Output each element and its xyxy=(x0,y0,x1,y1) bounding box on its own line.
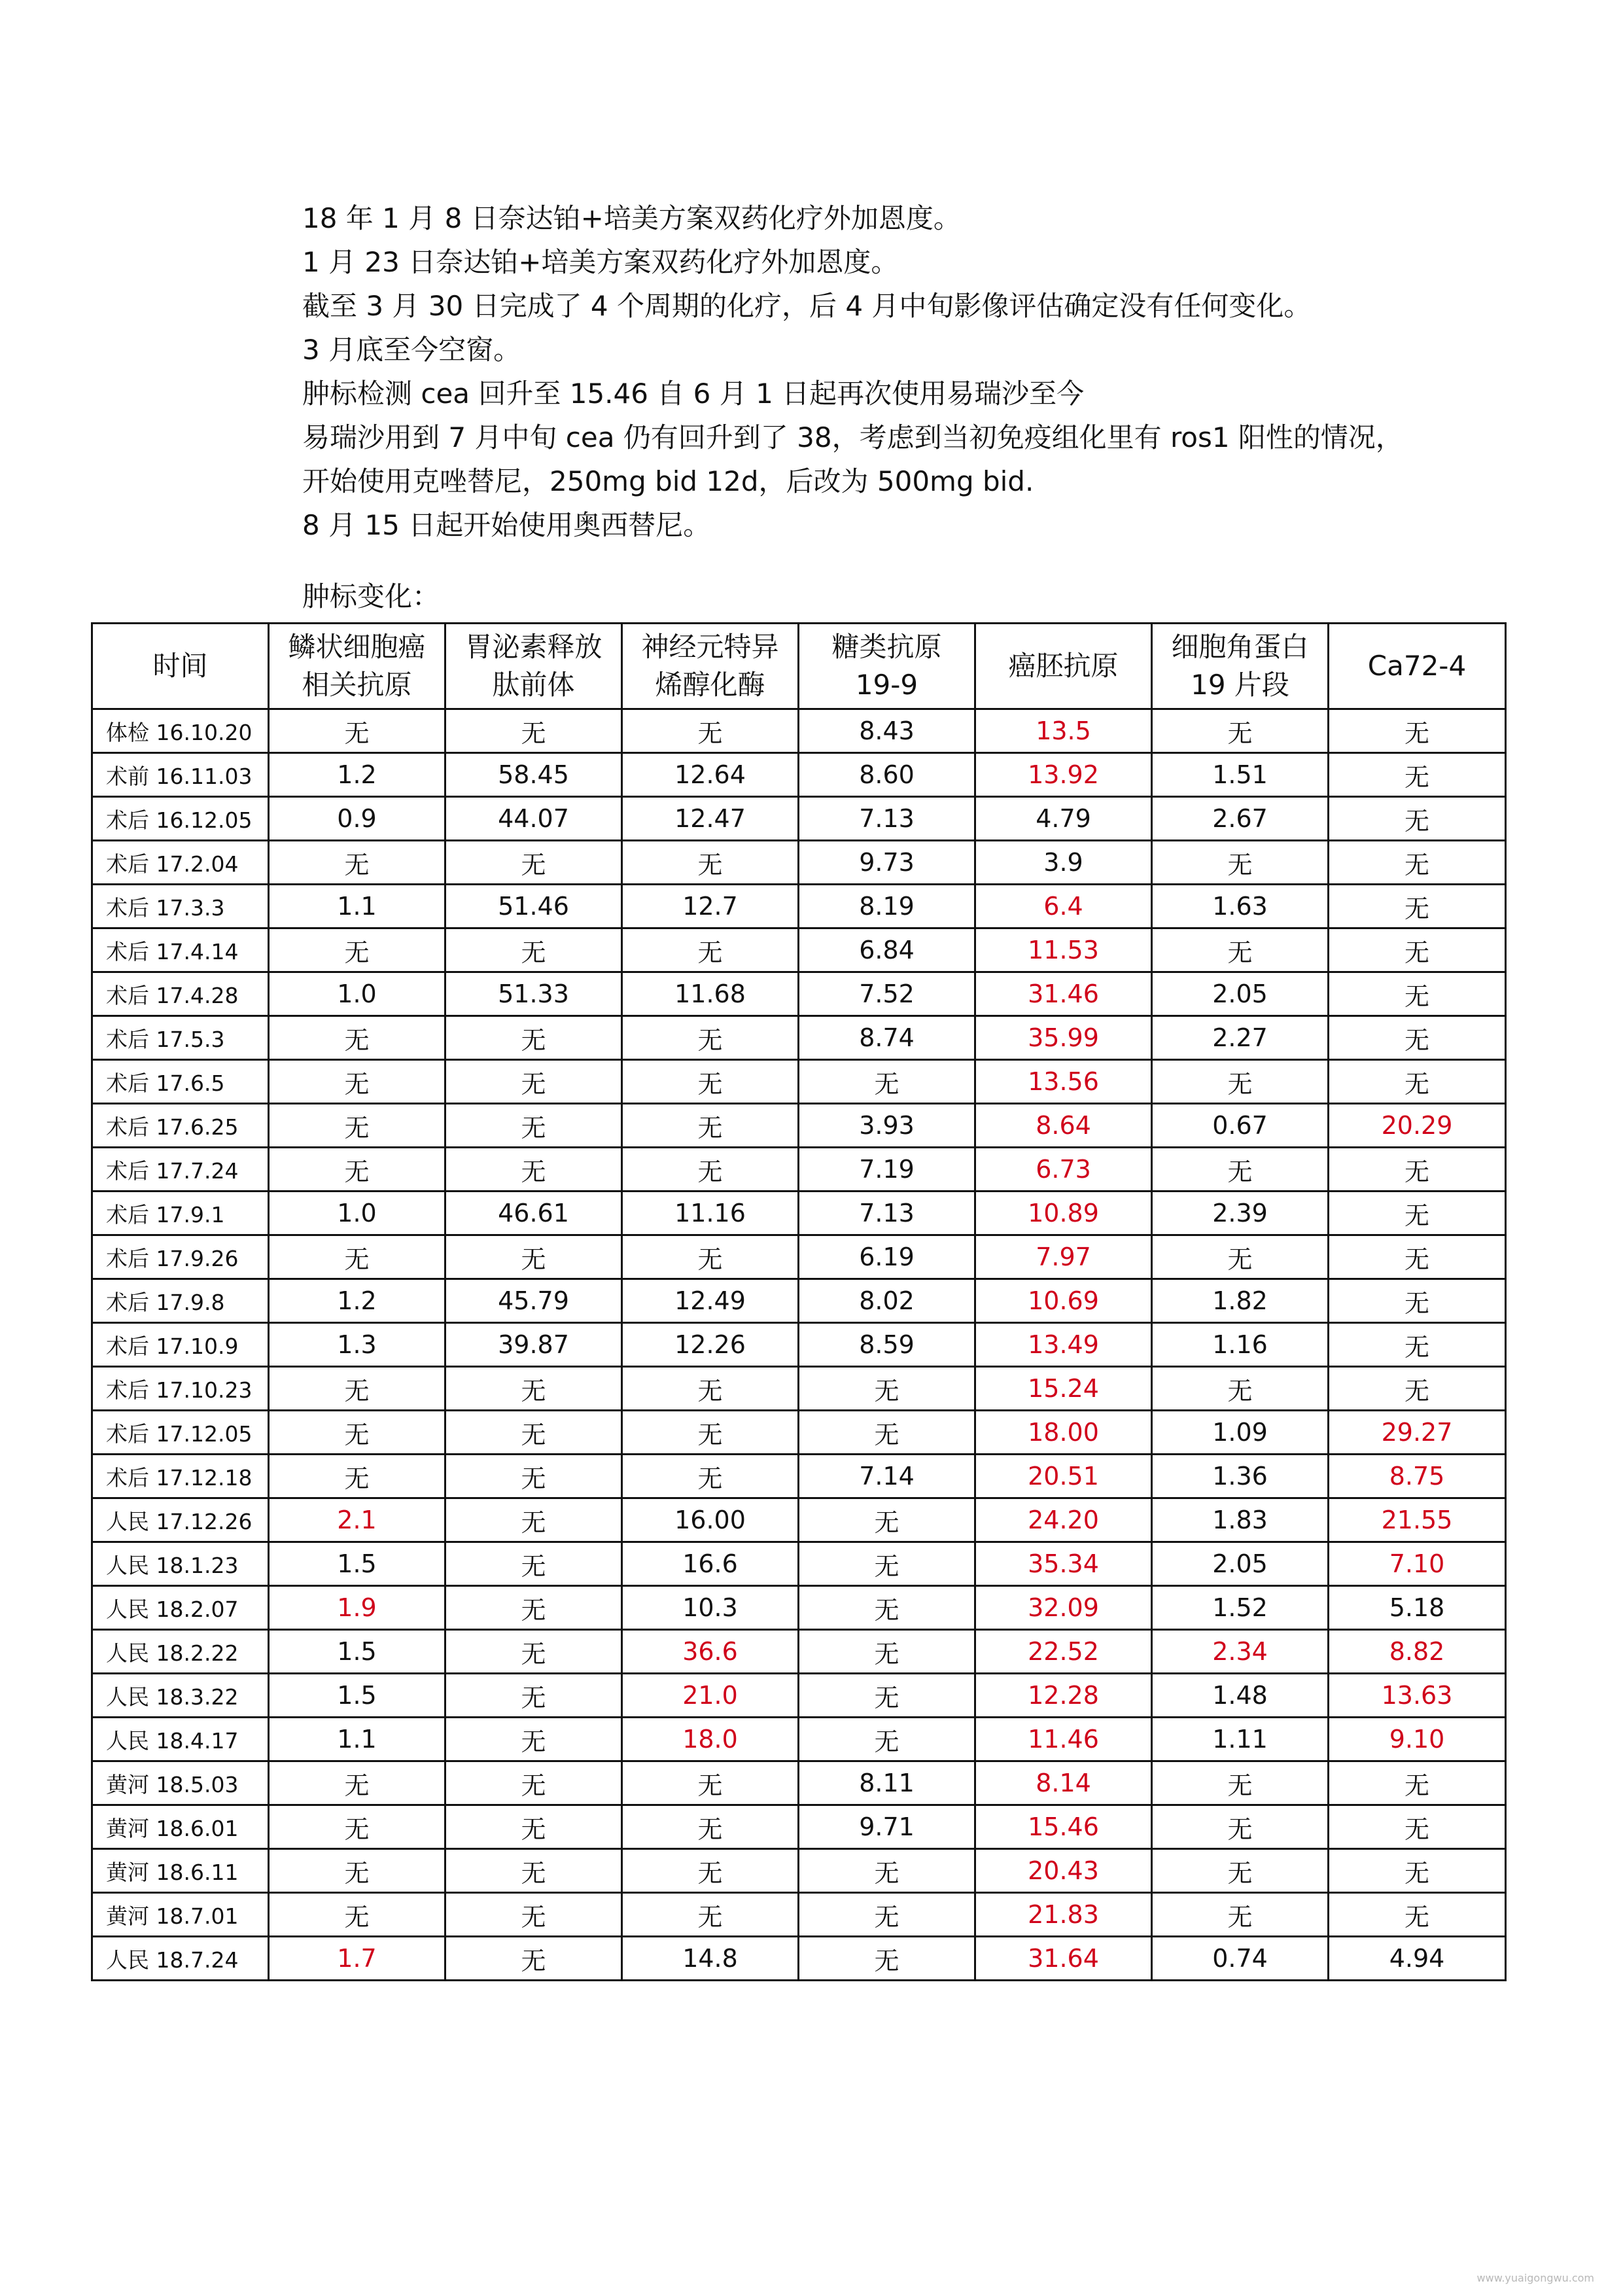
date-cell: 黄河 18.6.11 xyxy=(92,1849,269,1893)
value-cell: 无 xyxy=(622,1060,799,1104)
value-cell: 31.46 xyxy=(975,972,1152,1016)
value-cell: 16.00 xyxy=(622,1498,799,1542)
value-cell: 36.6 xyxy=(622,1630,799,1674)
value-cell: 无 xyxy=(622,1235,799,1279)
date-cell: 人民 18.2.07 xyxy=(92,1586,269,1630)
value-cell: 6.19 xyxy=(799,1235,975,1279)
value-cell: 无 xyxy=(445,1849,622,1893)
date-cell: 术后 17.4.28 xyxy=(92,972,269,1016)
value-cell: 无 xyxy=(799,1411,975,1455)
table-row xyxy=(92,841,1506,885)
value-cell: 1.82 xyxy=(1152,1279,1329,1323)
value-cell: 无 xyxy=(445,1542,622,1586)
value-cell: 6.4 xyxy=(975,885,1152,928)
value-cell: 29.27 xyxy=(1329,1411,1506,1455)
value-cell: 无 xyxy=(269,1148,445,1192)
value-cell: 12.49 xyxy=(622,1279,799,1323)
value-cell: 11.53 xyxy=(975,928,1152,972)
date-cell: 术后 17.12.05 xyxy=(92,1411,269,1455)
value-cell: 46.61 xyxy=(445,1192,622,1235)
date-cell: 黄河 18.7.01 xyxy=(92,1893,269,1937)
value-cell: 无 xyxy=(799,1674,975,1718)
value-cell: 51.33 xyxy=(445,972,622,1016)
value-cell: 35.34 xyxy=(975,1542,1152,1586)
value-cell: 无 xyxy=(269,1367,445,1411)
date-cell: 术后 17.9.1 xyxy=(92,1192,269,1235)
table-row xyxy=(92,1323,1506,1367)
value-cell: 2.27 xyxy=(1152,1016,1329,1060)
date-cell: 术后 17.10.23 xyxy=(92,1367,269,1411)
table-row xyxy=(92,1937,1506,1981)
value-cell: 8.75 xyxy=(1329,1455,1506,1498)
table-caption: 肿标变化： xyxy=(302,580,440,612)
note-line: 3 月底至今空窗。 xyxy=(302,334,521,366)
value-cell: 无 xyxy=(1152,1805,1329,1849)
value-cell: 1.63 xyxy=(1152,885,1329,928)
value-cell: 12.64 xyxy=(622,753,799,797)
value-cell: 8.19 xyxy=(799,885,975,928)
value-cell: 无 xyxy=(445,1893,622,1937)
column-header xyxy=(269,624,445,709)
watermark: www.yuaigongwu.com xyxy=(1476,2272,1594,2284)
value-cell: 无 xyxy=(799,1893,975,1937)
value-cell: 无 xyxy=(445,841,622,885)
value-cell: 0.74 xyxy=(1152,1937,1329,1981)
value-cell: 无 xyxy=(622,1104,799,1148)
value-cell: 13.5 xyxy=(975,709,1152,753)
value-cell: 13.56 xyxy=(975,1060,1152,1104)
value-cell: 无 xyxy=(622,1411,799,1455)
date-cell: 人民 18.4.17 xyxy=(92,1718,269,1761)
value-cell: 无 xyxy=(269,709,445,753)
value-cell: 无 xyxy=(445,709,622,753)
table-row xyxy=(92,1455,1506,1498)
value-cell: 39.87 xyxy=(445,1323,622,1367)
value-cell: 无 xyxy=(622,1455,799,1498)
value-cell: 无 xyxy=(1329,1323,1506,1367)
value-cell: 2.1 xyxy=(269,1498,445,1542)
value-cell: 12.28 xyxy=(975,1674,1152,1718)
date-cell: 黄河 18.6.01 xyxy=(92,1805,269,1849)
value-cell: 12.26 xyxy=(622,1323,799,1367)
table-row xyxy=(92,709,1506,753)
table-row xyxy=(92,1060,1506,1104)
value-cell: 20.43 xyxy=(975,1849,1152,1893)
value-cell: 无 xyxy=(622,709,799,753)
value-cell: 35.99 xyxy=(975,1016,1152,1060)
value-cell: 44.07 xyxy=(445,797,622,841)
value-cell: 1.16 xyxy=(1152,1323,1329,1367)
table-row xyxy=(92,1016,1506,1060)
value-cell: 24.20 xyxy=(975,1498,1152,1542)
value-cell: 无 xyxy=(1329,1279,1506,1323)
value-cell: 11.46 xyxy=(975,1718,1152,1761)
value-cell: 8.82 xyxy=(1329,1630,1506,1674)
value-cell: 58.45 xyxy=(445,753,622,797)
value-cell: 无 xyxy=(445,1674,622,1718)
value-cell: 1.1 xyxy=(269,1718,445,1761)
column-header-line: 胃泌素释放 xyxy=(464,631,602,663)
value-cell: 4.79 xyxy=(975,797,1152,841)
value-cell: 无 xyxy=(799,1367,975,1411)
value-cell: 21.0 xyxy=(622,1674,799,1718)
value-cell: 8.59 xyxy=(799,1323,975,1367)
value-cell: 无 xyxy=(1329,972,1506,1016)
value-cell: 无 xyxy=(1329,841,1506,885)
table-row xyxy=(92,797,1506,841)
value-cell: 无 xyxy=(1329,1235,1506,1279)
value-cell: 无 xyxy=(1152,1893,1329,1937)
value-cell: 9.73 xyxy=(799,841,975,885)
table-row xyxy=(92,1192,1506,1235)
value-cell: 无 xyxy=(445,1367,622,1411)
value-cell: 无 xyxy=(1329,885,1506,928)
value-cell: 无 xyxy=(622,1016,799,1060)
date-cell: 术后 17.4.14 xyxy=(92,928,269,972)
value-cell: 7.19 xyxy=(799,1148,975,1192)
value-cell: 无 xyxy=(445,1148,622,1192)
value-cell: 45.79 xyxy=(445,1279,622,1323)
value-cell: 3.9 xyxy=(975,841,1152,885)
value-cell: 无 xyxy=(622,1148,799,1192)
value-cell: 无 xyxy=(799,1630,975,1674)
value-cell: 无 xyxy=(799,1060,975,1104)
value-cell: 1.3 xyxy=(269,1323,445,1367)
column-header-line: 糖类抗原 xyxy=(831,631,942,663)
table-body xyxy=(92,709,1506,1981)
value-cell: 无 xyxy=(269,1893,445,1937)
value-cell: 31.64 xyxy=(975,1937,1152,1981)
value-cell: 无 xyxy=(445,1235,622,1279)
column-header xyxy=(622,624,799,709)
value-cell: 8.60 xyxy=(799,753,975,797)
value-cell: 无 xyxy=(799,1586,975,1630)
value-cell: 无 xyxy=(1329,1761,1506,1805)
note-line: 易瑞沙用到 7 月中旬 cea 仍有回升到了 38，考虑到当初免疫组化里有 ros1 阳性的情况， xyxy=(302,421,1403,453)
table-row xyxy=(92,1674,1506,1718)
table-row xyxy=(92,1542,1506,1586)
value-cell: 10.3 xyxy=(622,1586,799,1630)
column-header-line: 神经元特异 xyxy=(641,631,779,663)
value-cell: 51.46 xyxy=(445,885,622,928)
column-header-line: 相关抗原 xyxy=(302,669,412,701)
value-cell: 1.51 xyxy=(1152,753,1329,797)
value-cell: 无 xyxy=(445,1718,622,1761)
value-cell: 18.0 xyxy=(622,1718,799,1761)
value-cell: 无 xyxy=(269,1104,445,1148)
value-cell: 9.10 xyxy=(1329,1718,1506,1761)
value-cell: 无 xyxy=(1152,928,1329,972)
value-cell: 11.16 xyxy=(622,1192,799,1235)
value-cell: 4.94 xyxy=(1329,1937,1506,1981)
table-row xyxy=(92,1498,1506,1542)
value-cell: 2.05 xyxy=(1152,1542,1329,1586)
value-cell: 13.49 xyxy=(975,1323,1152,1367)
column-header-line: 细胞角蛋白 xyxy=(1171,631,1309,663)
value-cell: 无 xyxy=(269,928,445,972)
column-header xyxy=(1152,624,1329,709)
value-cell: 无 xyxy=(1329,1016,1506,1060)
value-cell: 16.6 xyxy=(622,1542,799,1586)
value-cell: 8.64 xyxy=(975,1104,1152,1148)
value-cell: 8.74 xyxy=(799,1016,975,1060)
value-cell: 无 xyxy=(445,1498,622,1542)
value-cell: 1.09 xyxy=(1152,1411,1329,1455)
value-cell: 无 xyxy=(1152,1148,1329,1192)
value-cell: 20.51 xyxy=(975,1455,1152,1498)
value-cell: 无 xyxy=(445,1630,622,1674)
value-cell: 1.36 xyxy=(1152,1455,1329,1498)
date-cell: 术后 16.12.05 xyxy=(92,797,269,841)
value-cell: 无 xyxy=(1329,1192,1506,1235)
date-cell: 人民 17.12.26 xyxy=(92,1498,269,1542)
value-cell: 32.09 xyxy=(975,1586,1152,1630)
column-header-line: 19-9 xyxy=(855,669,918,701)
value-cell: 2.39 xyxy=(1152,1192,1329,1235)
value-cell: 无 xyxy=(445,1060,622,1104)
date-cell: 术后 17.9.26 xyxy=(92,1235,269,1279)
value-cell: 无 xyxy=(1329,1148,1506,1192)
value-cell: 12.47 xyxy=(622,797,799,841)
value-cell: 1.83 xyxy=(1152,1498,1329,1542)
value-cell: 7.52 xyxy=(799,972,975,1016)
column-header xyxy=(799,624,975,709)
date-cell: 体检 16.10.20 xyxy=(92,709,269,753)
column-header-line: 鳞状细胞癌 xyxy=(288,631,426,663)
table-row xyxy=(92,1630,1506,1674)
value-cell: 无 xyxy=(269,1060,445,1104)
value-cell: 无 xyxy=(1329,1060,1506,1104)
date-cell: 术后 17.12.18 xyxy=(92,1455,269,1498)
value-cell: 8.43 xyxy=(799,709,975,753)
table-row xyxy=(92,753,1506,797)
column-header xyxy=(1329,624,1506,709)
value-cell: 7.97 xyxy=(975,1235,1152,1279)
value-cell: 2.67 xyxy=(1152,797,1329,841)
value-cell: 5.18 xyxy=(1329,1586,1506,1630)
table-row xyxy=(92,1805,1506,1849)
value-cell: 无 xyxy=(1329,1367,1506,1411)
value-cell: 9.71 xyxy=(799,1805,975,1849)
value-cell: 1.0 xyxy=(269,972,445,1016)
value-cell: 6.73 xyxy=(975,1148,1152,1192)
date-cell: 术后 17.10.9 xyxy=(92,1323,269,1367)
date-cell: 术后 17.5.3 xyxy=(92,1016,269,1060)
table-row xyxy=(92,1235,1506,1279)
value-cell: 15.24 xyxy=(975,1367,1152,1411)
table-row xyxy=(92,1411,1506,1455)
value-cell: 无 xyxy=(1152,1849,1329,1893)
column-header xyxy=(92,624,269,709)
value-cell: 22.52 xyxy=(975,1630,1152,1674)
value-cell: 无 xyxy=(799,1937,975,1981)
column-header-line: 烯醇化酶 xyxy=(655,669,765,701)
value-cell: 0.9 xyxy=(269,797,445,841)
value-cell: 0.67 xyxy=(1152,1104,1329,1148)
value-cell: 无 xyxy=(445,928,622,972)
value-cell: 7.13 xyxy=(799,797,975,841)
treatment-notes xyxy=(302,196,1545,547)
table-row xyxy=(92,1367,1506,1411)
table-row xyxy=(92,1893,1506,1937)
value-cell: 无 xyxy=(1329,753,1506,797)
column-header-line: Ca72-4 xyxy=(1367,650,1467,682)
value-cell: 无 xyxy=(1329,709,1506,753)
value-cell: 无 xyxy=(269,1761,445,1805)
value-cell: 2.05 xyxy=(1152,972,1329,1016)
value-cell: 21.83 xyxy=(975,1893,1152,1937)
value-cell: 无 xyxy=(445,1455,622,1498)
column-header-line: 19 片段 xyxy=(1191,669,1289,701)
column-header-line: 癌胚抗原 xyxy=(1008,650,1119,682)
table-row xyxy=(92,885,1506,928)
value-cell: 无 xyxy=(1152,1367,1329,1411)
note-line: 截至 3 月 30 日完成了 4 个周期的化疗，后 4 月中旬影像评估确定没有任何变化。 xyxy=(302,290,1312,322)
value-cell: 6.84 xyxy=(799,928,975,972)
date-cell: 人民 18.3.22 xyxy=(92,1674,269,1718)
table-row xyxy=(92,972,1506,1016)
value-cell: 无 xyxy=(1329,797,1506,841)
value-cell: 无 xyxy=(622,1805,799,1849)
value-cell: 无 xyxy=(445,1761,622,1805)
value-cell: 无 xyxy=(269,1411,445,1455)
value-cell: 2.34 xyxy=(1152,1630,1329,1674)
value-cell: 无 xyxy=(1152,1235,1329,1279)
value-cell: 无 xyxy=(269,841,445,885)
table-row xyxy=(92,1718,1506,1761)
note-line: 开始使用克唑替尼，250mg bid 12d，后改为 500mg bid. xyxy=(302,465,1034,497)
value-cell: 1.48 xyxy=(1152,1674,1329,1718)
table-row xyxy=(92,1148,1506,1192)
table-row xyxy=(92,928,1506,972)
value-cell: 18.00 xyxy=(975,1411,1152,1455)
value-cell: 8.14 xyxy=(975,1761,1152,1805)
value-cell: 1.7 xyxy=(269,1937,445,1981)
note-line: 18 年 1 月 8 日奈达铂+培美方案双药化疗外加恩度。 xyxy=(302,202,961,234)
value-cell: 10.69 xyxy=(975,1279,1152,1323)
date-cell: 人民 18.1.23 xyxy=(92,1542,269,1586)
date-cell: 术后 17.9.8 xyxy=(92,1279,269,1323)
column-header-line: 时间 xyxy=(152,650,208,682)
value-cell: 1.9 xyxy=(269,1586,445,1630)
value-cell: 12.7 xyxy=(622,885,799,928)
value-cell: 无 xyxy=(1329,1805,1506,1849)
value-cell: 13.63 xyxy=(1329,1674,1506,1718)
value-cell: 无 xyxy=(269,1016,445,1060)
value-cell: 无 xyxy=(622,841,799,885)
value-cell: 无 xyxy=(445,1016,622,1060)
value-cell: 无 xyxy=(622,1893,799,1937)
value-cell: 无 xyxy=(269,1849,445,1893)
value-cell: 无 xyxy=(799,1498,975,1542)
value-cell: 20.29 xyxy=(1329,1104,1506,1148)
value-cell: 无 xyxy=(1329,928,1506,972)
value-cell: 1.5 xyxy=(269,1674,445,1718)
date-cell: 术后 17.3.3 xyxy=(92,885,269,928)
value-cell: 1.11 xyxy=(1152,1718,1329,1761)
date-cell: 术后 17.2.04 xyxy=(92,841,269,885)
value-cell: 无 xyxy=(269,1805,445,1849)
value-cell: 15.46 xyxy=(975,1805,1152,1849)
date-cell: 人民 18.7.24 xyxy=(92,1937,269,1981)
value-cell: 无 xyxy=(1329,1893,1506,1937)
table-row xyxy=(92,1586,1506,1630)
table-row xyxy=(92,1849,1506,1893)
value-cell: 无 xyxy=(622,1849,799,1893)
date-cell: 术后 17.7.24 xyxy=(92,1148,269,1192)
value-cell: 无 xyxy=(799,1718,975,1761)
date-cell: 术前 16.11.03 xyxy=(92,753,269,797)
date-cell: 黄河 18.5.03 xyxy=(92,1761,269,1805)
value-cell: 1.1 xyxy=(269,885,445,928)
value-cell: 3.93 xyxy=(799,1104,975,1148)
value-cell: 无 xyxy=(1152,1060,1329,1104)
value-cell: 无 xyxy=(799,1849,975,1893)
table-row xyxy=(92,1279,1506,1323)
value-cell: 无 xyxy=(622,928,799,972)
value-cell: 1.0 xyxy=(269,1192,445,1235)
table-header-row xyxy=(92,624,1506,709)
value-cell: 7.14 xyxy=(799,1455,975,1498)
column-header-line: 肽前体 xyxy=(492,669,575,701)
value-cell: 无 xyxy=(445,1411,622,1455)
date-cell: 术后 17.6.5 xyxy=(92,1060,269,1104)
value-cell: 14.8 xyxy=(622,1937,799,1981)
value-cell: 1.2 xyxy=(269,753,445,797)
value-cell: 1.5 xyxy=(269,1630,445,1674)
value-cell: 无 xyxy=(1152,841,1329,885)
value-cell: 无 xyxy=(622,1367,799,1411)
value-cell: 无 xyxy=(1329,1849,1506,1893)
value-cell: 1.52 xyxy=(1152,1586,1329,1630)
value-cell: 11.68 xyxy=(622,972,799,1016)
tumor-marker-table xyxy=(91,622,1507,1981)
value-cell: 13.92 xyxy=(975,753,1152,797)
table-row xyxy=(92,1761,1506,1805)
table-row xyxy=(92,1104,1506,1148)
date-cell: 术后 17.6.25 xyxy=(92,1104,269,1148)
value-cell: 8.02 xyxy=(799,1279,975,1323)
value-cell: 无 xyxy=(269,1455,445,1498)
value-cell: 1.5 xyxy=(269,1542,445,1586)
value-cell: 无 xyxy=(799,1542,975,1586)
note-line: 1 月 23 日奈达铂+培美方案双药化疗外加恩度。 xyxy=(302,246,899,278)
value-cell: 无 xyxy=(445,1937,622,1981)
value-cell: 无 xyxy=(1152,709,1329,753)
value-cell: 无 xyxy=(445,1104,622,1148)
value-cell: 21.55 xyxy=(1329,1498,1506,1542)
value-cell: 无 xyxy=(445,1586,622,1630)
value-cell: 无 xyxy=(445,1805,622,1849)
column-header xyxy=(445,624,622,709)
note-line: 8 月 15 日起开始使用奥西替尼。 xyxy=(302,509,711,541)
value-cell: 无 xyxy=(622,1761,799,1805)
column-header xyxy=(975,624,1152,709)
value-cell: 1.2 xyxy=(269,1279,445,1323)
note-line: 肿标检测 cea 回升至 15.46 自 6 月 1 日起再次使用易瑞沙至今 xyxy=(302,378,1085,410)
value-cell: 7.13 xyxy=(799,1192,975,1235)
value-cell: 7.10 xyxy=(1329,1542,1506,1586)
value-cell: 无 xyxy=(269,1235,445,1279)
value-cell: 无 xyxy=(1152,1761,1329,1805)
value-cell: 10.89 xyxy=(975,1192,1152,1235)
date-cell: 人民 18.2.22 xyxy=(92,1630,269,1674)
value-cell: 8.11 xyxy=(799,1761,975,1805)
